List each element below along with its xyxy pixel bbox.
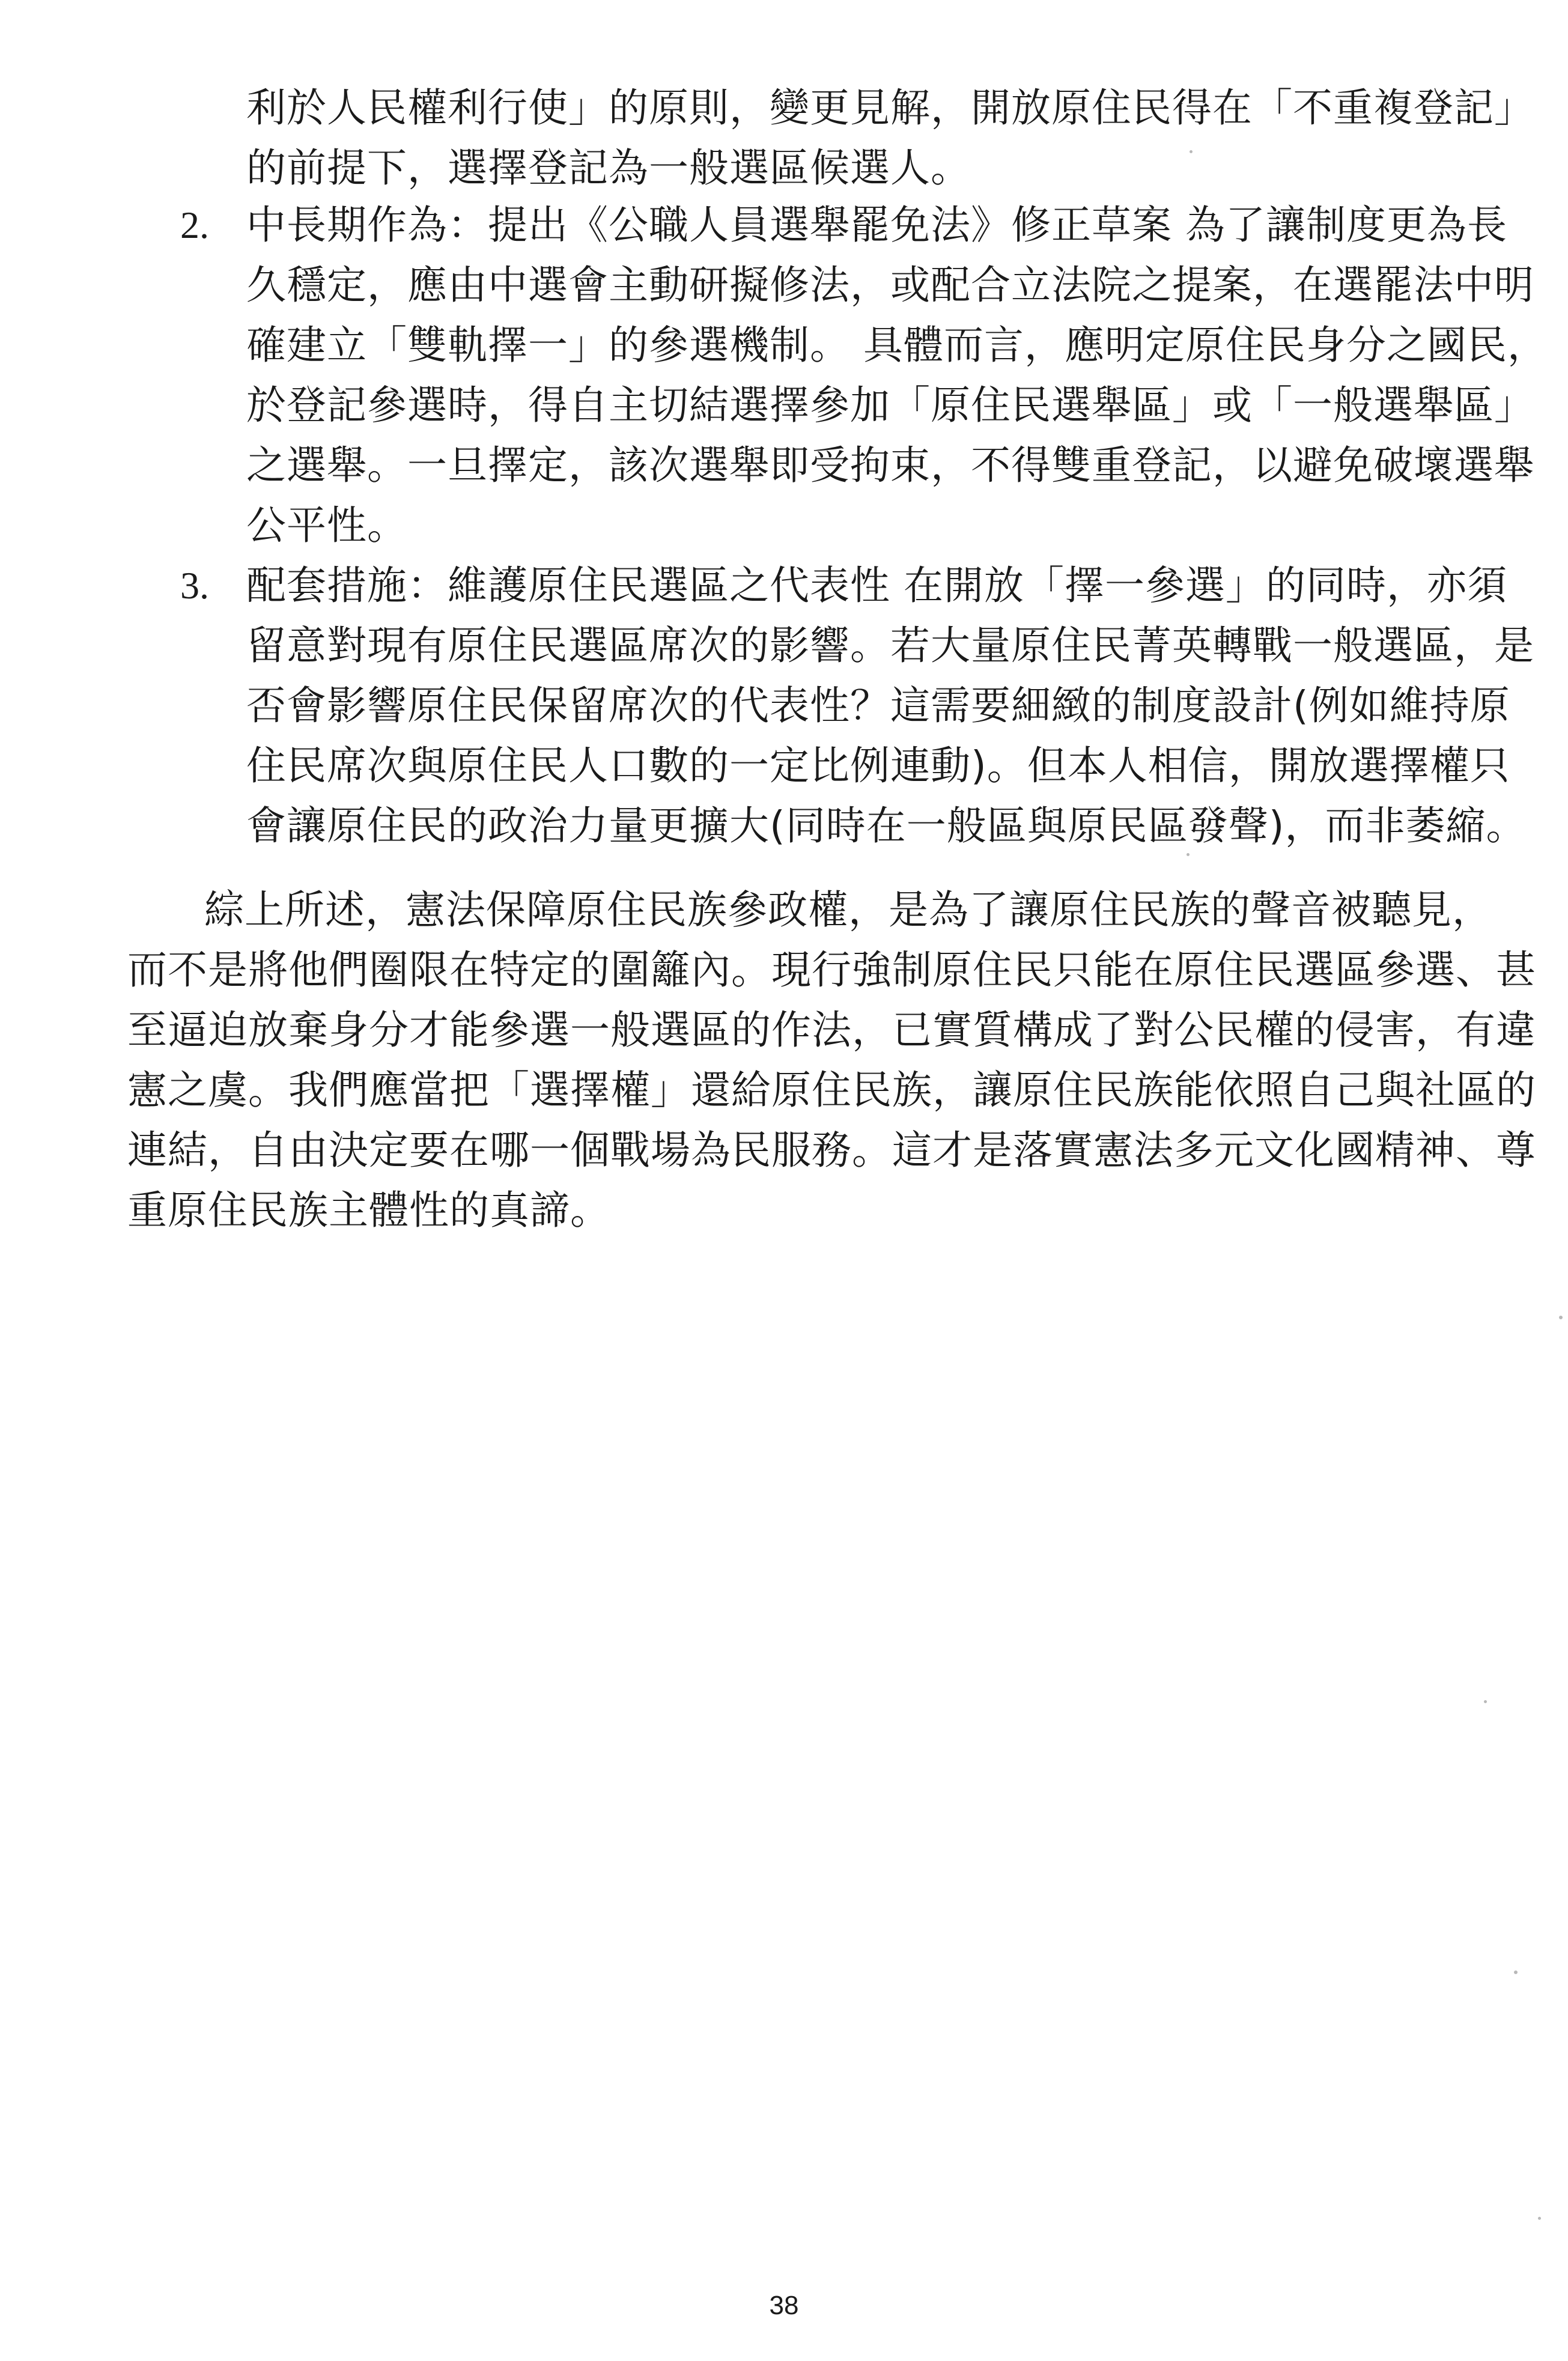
list-item-line: 確建立「雙軌擇一」的參選機制。 具體而言，應明定原住民身分之國民， — [246, 322, 1548, 368]
scan-speck — [1514, 1971, 1518, 1974]
conclusion-line: 連結，自由決定要在哪一個戰場為民服務。這才是落實憲法多元文化國精神、尊 — [127, 1127, 1536, 1173]
conclusion-line: 至逼迫放棄身分才能參選一般選區的作法，已實質構成了對公民權的侵害，有違 — [127, 1007, 1536, 1053]
list-item-line: 公平性。 — [246, 502, 407, 548]
conclusion-line: 而不是將他們圈限在特定的圍籬內。現行強制原住民只能在原住民選區參選、甚 — [127, 947, 1536, 993]
list-item-line: 於登記參選時，得自主切結選擇參加「原住民選舉區」或「一般選舉區」 — [246, 382, 1534, 428]
conclusion-line: 憲之虞。我們應當把「選擇權」還給原住民族，讓原住民族能依照自己與社區的 — [127, 1067, 1536, 1113]
page-number: 38 — [769, 2291, 799, 2320]
scan-speck — [1538, 2217, 1541, 2220]
list-item-line: 否會影響原住民保留席次的代表性？這需要細緻的制度設計(例如維持原 — [246, 682, 1510, 729]
conclusion-line: 重原住民族主體性的真諦。 — [127, 1187, 610, 1233]
conclusion-line: 綜上所述，憲法保障原住民族參政權，是為了讓原住民族的聲音被聽見， — [204, 887, 1492, 933]
list-item-line: 中長期作為：提出《公職人員選舉罷免法》修正草案 為了讓制度更為長 — [246, 202, 1507, 248]
list-item-line: 配套措施：維護原住民選區之代表性 在開放「擇一參選」的同時，亦須 — [246, 562, 1507, 609]
list-item-line: 留意對現有原住民選區席次的影響。若大量原住民菁英轉戰一般選區，是 — [246, 622, 1534, 669]
scan-speck — [1190, 150, 1193, 153]
scan-speck — [1187, 853, 1190, 856]
list-item-line: 住民席次與原住民人口數的一定比例連動)。但本人相信，開放選擇權只 — [246, 743, 1510, 789]
list-item-number: 3. — [180, 564, 209, 607]
list-item-line: 久穩定，應由中選會主動研擬修法，或配合立法院之提案，在選罷法中明 — [246, 262, 1534, 308]
scan-speck — [1484, 1700, 1487, 1703]
list-item-line: 之選舉。一旦擇定，該次選舉即受拘束，不得雙重登記，以避免破壞選舉 — [246, 442, 1534, 488]
continuation-line: 的前提下，選擇登記為一般選區候選人。 — [246, 145, 971, 191]
scan-speck — [1559, 1316, 1563, 1319]
list-item-number: 2. — [180, 204, 209, 246]
continuation-line: 利於人民權利行使」的原則，變更見解，開放原住民得在「不重複登記」 — [246, 85, 1534, 131]
list-item-line: 會讓原住民的政治力量更擴大(同時在一般區與原民區發聲)，而非萎縮。 — [246, 803, 1527, 849]
